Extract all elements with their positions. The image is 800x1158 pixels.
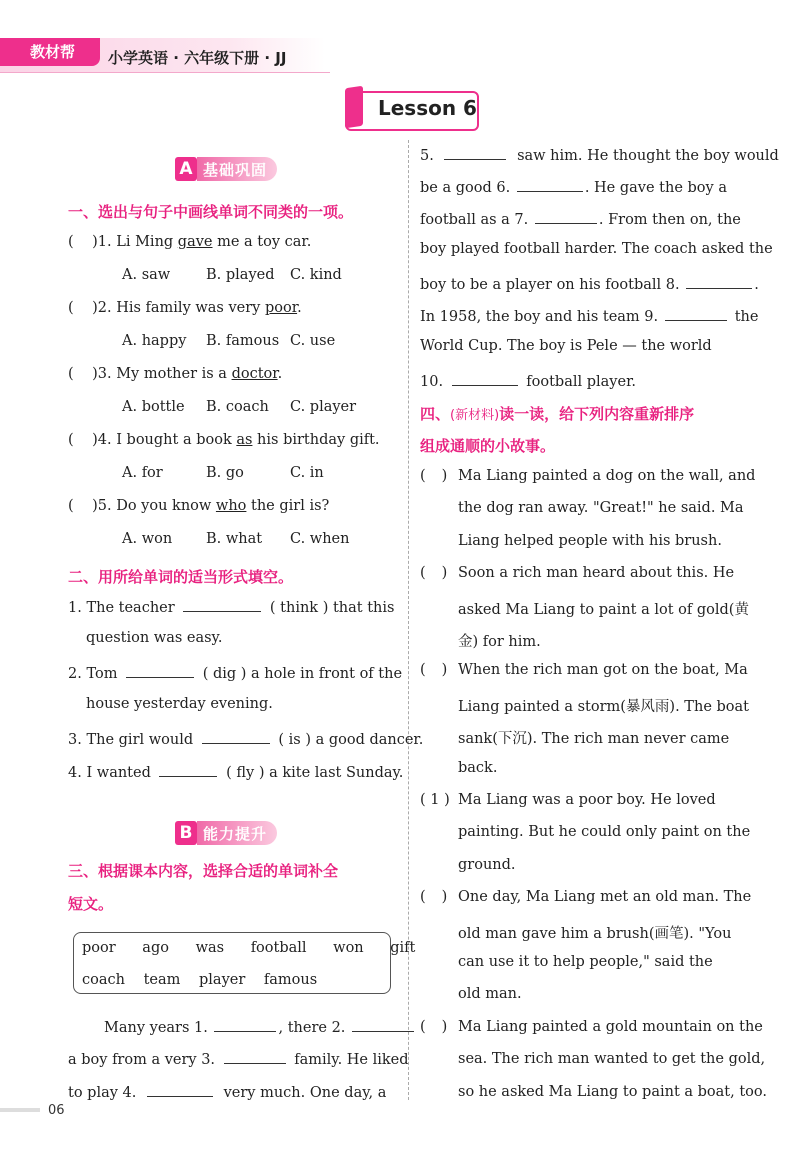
q4-answer-mark-6[interactable] — [420, 1019, 447, 1035]
q2-4-blank[interactable] — [159, 762, 217, 777]
q2-3-blank[interactable] — [202, 729, 270, 744]
question-number: )2. — [92, 300, 112, 316]
q4-title-a: 四、 — [420, 405, 451, 423]
option[interactable]: B. played — [206, 267, 275, 283]
passage-line-7: boy played football harder. The coach asked the — [420, 241, 773, 257]
passage-line-2 — [68, 1049, 409, 1068]
q2-line-4 — [68, 762, 403, 781]
mark-open: ( — [420, 662, 426, 679]
passage-text: saw him. He thought the boy would — [517, 148, 779, 164]
word-bank-item: football — [250, 940, 307, 956]
q1-title: 一、选出与句子中画线单词不同类的一项。 — [68, 203, 354, 221]
mark-open: ( — [420, 565, 426, 582]
question-number: )4. — [92, 432, 112, 448]
option[interactable]: B. coach — [206, 399, 269, 415]
q4-answer-mark-5[interactable] — [420, 889, 447, 905]
word-bank-item: was — [195, 940, 225, 956]
q4-item-4-line: painting. But he could only paint on the — [458, 824, 751, 841]
question-text: His family was very — [116, 300, 265, 316]
passage-line-6 — [420, 209, 741, 228]
option[interactable]: C. player — [290, 399, 357, 415]
word-bank-item: gift — [390, 940, 416, 956]
passage-text: In 1958, the boy and his team 9. — [420, 309, 659, 325]
q4-item-6-line: so he asked Ma Liang to paint a boat, too. — [458, 1083, 767, 1100]
passage-text: football as a 7. — [420, 212, 529, 228]
answer-paren[interactable]: ( — [68, 234, 93, 250]
option[interactable]: C. use — [290, 333, 336, 349]
header-title: 小学英语 · 六年级下册 · JJ — [108, 49, 287, 67]
option[interactable]: A. happy — [122, 333, 187, 349]
underlined-word: gave — [177, 234, 213, 250]
passage-line-3 — [68, 1082, 386, 1101]
question-number: )3. — [92, 366, 112, 382]
passage-text: . — [754, 277, 759, 293]
q4-item-3-line: Liang painted a storm(暴风雨). The boat — [458, 698, 749, 715]
word-bank-item: famous — [263, 972, 318, 988]
question-text: me a toy car. — [212, 234, 312, 250]
option[interactable]: C. when — [290, 531, 350, 547]
q4-title-b: 读一读，给下列内容重新排序 — [499, 405, 695, 423]
q2-line-1 — [68, 597, 394, 616]
answer-paren[interactable]: ( — [68, 498, 93, 514]
passage-text: Many years 1. — [104, 1020, 208, 1036]
question-text: Do you know — [116, 498, 216, 514]
option[interactable]: A. won — [122, 531, 173, 547]
passage-blank-1[interactable] — [214, 1017, 276, 1032]
mark-open: ( — [420, 468, 426, 484]
option[interactable]: C. kind — [290, 267, 342, 283]
word-bank-item: player — [199, 972, 246, 988]
word-bank-item: ago — [142, 940, 169, 956]
passage-text: a boy from a very 3. — [68, 1052, 216, 1068]
q2-4-text-b: ( fly ) a kite last Sunday. — [226, 765, 404, 781]
q4-item-1-line: Liang helped people with his brush. — [458, 532, 722, 549]
option[interactable]: A. bottle — [122, 399, 185, 415]
passage-line-4 — [420, 145, 779, 164]
mark-close: ) — [441, 1018, 448, 1035]
passage-text: . From then on, the — [598, 212, 741, 228]
section-b-label: 能力提升 — [197, 821, 277, 845]
passage-blank-9[interactable] — [665, 306, 727, 321]
q2-2-text-b: ( dig ) a hole in front of the — [202, 666, 403, 682]
q1-question-1 — [68, 234, 311, 250]
q4-item-2-line: Soon a rich man heard about this. He — [458, 565, 735, 582]
passage-line-5 — [420, 177, 727, 196]
answer-paren[interactable]: ( — [68, 366, 93, 382]
lesson-title: Lesson 6 — [378, 96, 477, 120]
answer-paren[interactable]: ( — [68, 300, 93, 316]
question-number: )1. — [92, 234, 112, 250]
mark-open: ( — [420, 889, 426, 906]
section-a-label: 基础巩固 — [197, 157, 277, 181]
question-text: . — [277, 366, 283, 382]
q4-title-tag: (新材料) — [450, 408, 500, 423]
q4-item-2-line: asked Ma Liang to paint a lot of gold(黄 — [458, 601, 749, 618]
underlined-word: who — [215, 498, 247, 514]
passage-line-9 — [420, 306, 758, 325]
mark-close: ) — [441, 662, 448, 679]
q2-line-3 — [68, 729, 423, 748]
q1-question-3 — [68, 366, 282, 382]
q1-options-3 — [122, 399, 370, 415]
q4-item-3-line: sank(下沉). The rich man never came — [458, 731, 730, 748]
passage-text: 5. — [420, 148, 434, 164]
word-bank-item: won — [333, 940, 364, 956]
bookmark-icon — [345, 86, 363, 129]
q1-options-2 — [122, 333, 370, 349]
q4-item-5-line: old man gave him a brush(画笔). "You — [458, 925, 732, 942]
header-tab-text: 教材帮 — [30, 43, 76, 61]
q2-1-text-a: 1. The teacher — [68, 600, 175, 616]
passage-blank-7[interactable] — [535, 209, 597, 224]
passage-text: the — [734, 309, 759, 325]
q4-item-6-line: Ma Liang painted a gold mountain on the — [458, 1018, 763, 1035]
passage-line-8 — [420, 274, 759, 293]
q3-title-1: 三、根据课本内容，选择合适的单词补全 — [68, 862, 339, 880]
q4-item-5-line: old man. — [458, 986, 522, 1003]
passage-text: to play 4. — [68, 1085, 137, 1101]
passage-text: family. He liked — [294, 1052, 409, 1068]
q2-2-text-c: house yesterday evening. — [86, 696, 273, 712]
column-divider — [408, 140, 409, 1100]
passage-blank-5[interactable] — [444, 145, 506, 160]
q4-answer-mark-2[interactable] — [420, 565, 447, 581]
passage-line-1 — [104, 1017, 414, 1036]
question-text: . — [297, 300, 302, 316]
word-bank-row-2 — [82, 972, 317, 988]
q4-item-5-line: One day, Ma Liang met an old man. The — [458, 889, 752, 906]
underlined-word: as — [236, 432, 253, 448]
passage-blank-4[interactable] — [147, 1082, 213, 1097]
passage-text: football player. — [526, 374, 637, 390]
option[interactable]: A. saw — [122, 267, 171, 283]
q4-item-3-line: When the rich man got on the boat, Ma — [458, 662, 748, 679]
q1-question-2 — [68, 300, 302, 316]
q4-title-2: 组成通顺的小故事。 — [420, 437, 556, 455]
q2-3-text-b: ( is ) a good dancer. — [278, 732, 424, 748]
passage-blank-8[interactable] — [686, 274, 752, 289]
q1-options-1 — [122, 267, 370, 283]
option[interactable]: B. famous — [206, 333, 280, 349]
q4-answer-mark-3[interactable] — [420, 662, 447, 678]
answer-paren[interactable]: ( — [68, 432, 93, 448]
question-text: his birthday gift. — [252, 432, 380, 448]
q1-question-4 — [68, 432, 380, 448]
q1-options-4 — [122, 465, 370, 481]
mark-close: ) — [441, 468, 448, 484]
q2-1-blank[interactable] — [183, 597, 261, 612]
q2-2-text-a: 2. Tom — [68, 666, 118, 682]
passage-text: be a good 6. — [420, 180, 511, 196]
option[interactable]: B. go — [206, 465, 244, 481]
underlined-word: doctor — [231, 366, 278, 382]
q4-item-4-line: Ma Liang was a poor boy. He loved — [458, 792, 716, 808]
footer-bar — [0, 1108, 40, 1112]
section-a-letter: A — [175, 157, 197, 181]
word-bank-row-1 — [82, 940, 415, 956]
passage-line-11 — [420, 371, 636, 390]
q2-3-text-a: 3. The girl would — [68, 732, 194, 748]
q4-item-2-line: 金) for him. — [458, 634, 541, 650]
question-number: )5. — [92, 498, 112, 514]
q1-question-5 — [68, 498, 329, 514]
passage-text: , there 2. — [278, 1020, 346, 1036]
q4-item-5-line: can use it to help people," said the — [458, 954, 713, 970]
question-text: My mother is a — [116, 366, 232, 382]
passage-text: very much. One day, a — [223, 1085, 387, 1101]
q4-answer-mark-1[interactable] — [420, 468, 447, 484]
q2-4-text-a: 4. I wanted — [68, 765, 151, 781]
q2-1-text-c: question was easy. — [86, 630, 223, 646]
q3-title-2: 短文。 — [68, 895, 114, 913]
q1-options-5 — [122, 531, 370, 547]
word-bank-item: poor — [82, 940, 116, 956]
option[interactable]: A. for — [122, 465, 163, 481]
mark-open: ( 1 ) — [420, 792, 450, 808]
passage-text: boy to be a player on his football 8. — [420, 277, 680, 293]
mark-close: ) — [441, 565, 448, 582]
underlined-word: poor — [264, 300, 298, 316]
q4-item-6-line: sea. The rich man wanted to get the gold, — [458, 1051, 766, 1068]
q4-answer-mark-4[interactable] — [420, 792, 450, 808]
q4-title-1 — [420, 403, 694, 424]
page-number: 06 — [48, 1103, 65, 1118]
q4-item-1-line: Ma Liang painted a dog on the wall, and — [458, 468, 756, 484]
mark-open: ( — [420, 1018, 426, 1035]
header-rule — [0, 72, 330, 73]
q2-2-blank[interactable] — [126, 663, 194, 678]
option[interactable]: C. in — [290, 465, 324, 481]
question-text: I bought a book — [116, 432, 237, 448]
passage-blank-2[interactable] — [352, 1017, 414, 1032]
q4-item-1-line: the dog ran away. "Great!" he said. Ma — [458, 500, 744, 517]
section-b-letter: B — [175, 821, 197, 845]
q2-title: 二、用所给单词的适当形式填空。 — [68, 568, 294, 586]
question-text: Li Ming — [116, 234, 178, 250]
passage-blank-3[interactable] — [224, 1049, 286, 1064]
q4-item-3-line: back. — [458, 759, 498, 776]
passage-text: 10. — [420, 374, 444, 390]
word-bank-item: coach — [82, 972, 125, 988]
passage-text: . He gave the boy a — [584, 180, 727, 196]
word-bank-item: team — [143, 972, 181, 988]
passage-blank-10[interactable] — [452, 371, 518, 386]
passage-line-10: World Cup. The boy is Pele — the world — [420, 338, 712, 354]
section-a-badge — [175, 156, 277, 182]
section-b-badge — [175, 820, 277, 846]
q2-1-text-b: ( think ) that this — [269, 600, 395, 616]
question-text: the girl is? — [246, 498, 330, 514]
mark-close: ) — [441, 889, 448, 906]
option[interactable]: B. what — [206, 531, 263, 547]
q2-line-2 — [68, 663, 402, 682]
passage-blank-6[interactable] — [517, 177, 583, 192]
q4-item-4-line: ground. — [458, 856, 516, 873]
